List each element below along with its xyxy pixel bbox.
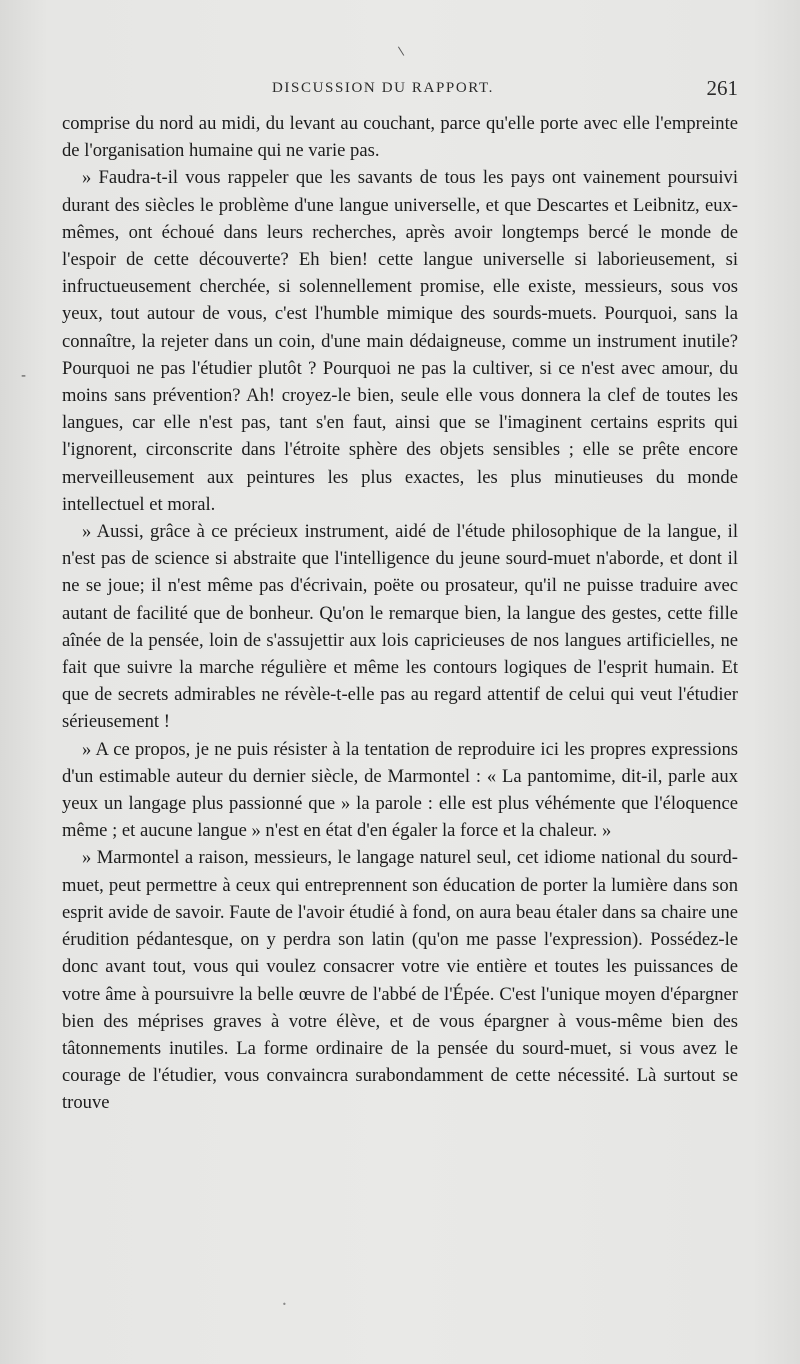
speck-mark: •: [282, 1300, 287, 1309]
paragraph-marmontel-raison: » Marmontel a raison, messieurs, le langage naturel seul, cet idiome national du sourd-muet, peut permettre à ceux qui entreprennent son éducation de porter la lumière dans son esprit avide de savoir. Faute de l'avoir étudié à fond, on aura beau étaler dans sa chaire une érudition pédantesque, on y perdra son latin (qu'on me passe l'expression). Possédez-le donc avant tout, vous qui voulez consacrer votre vie entière et toutes les puissances de votre âme à poursuivre la belle œuvre de l'abbé de l'Épée. C'est l'unique moyen d'épargner bien des méprises graves à votre élève, et de vous épargner à vous-même bien des tâtonnements inutiles. La forme ordinaire de la pensée du sourd-muet, si vous avez le courage de l'étudier, vous convaincra surabondamment de cette nécessité. Là surtout se trouve: [62, 847, 738, 1114]
running-title: DISCUSSION DU RAPPORT.: [272, 80, 494, 96]
paragraph-precieux-instrument: » Aussi, grâce à ce précieux instrument, aidé de l'étude philosophique de la langue, il n'est pas de science si abstraite que l'intelligence du jeune sourd-muet n'aborde, et dont il ne se joue; il n'est même pas d'écrivain, poëte ou prosateur, qu'il ne puisse traduire avec autant de facilité que de bonheur. Qu'on le remarque bien, la langue des gestes, cette fille aînée de la pensée, loin de s'assujettir aux lois capricieuses de nos langues artificielles, ne fait que suivre la marche régulière et même les contours logiques de l'esprit humain. Et que de secrets admirables ne révèle-t-elle pas au regard attentif de celui qui veut l'étudier sérieusement !: [62, 521, 738, 733]
margin-tick-mark: \: [397, 43, 405, 59]
paragraph-langue-universelle: » Faudra-t-il vous rappeler que les savants de tous les pays ont vainement poursuivi durant des siècles le problème d'une langue universelle, et que Descartes et Leibnitz, eux-mêmes, ont échoué dans leurs recherches, après avoir longtemps bercé le monde de l'espoir de cette découverte? Eh bien! cette langue universelle si laborieusement, si infructueusement cherchée, si solennellement promise, elle existe, messieurs, sous vos yeux, tout autour de vous, c'est l'humble mimique des sourds-muets. Pourquoi, sans la connaître, la rejeter dans un coin, d'une main dédaigneuse, comme un instrument inutile? Pourquoi ne pas l'étudier plutôt ? Pourquoi ne pas la cultiver, si ce n'est avec amour, du moins sans prévention? Ah! croyez-le bien, seule elle vous donnera la clef de toutes les langues, car elle n'est pas, tant s'en faut, ainsi que se l'imaginent certains esprits qui l'ignorent, circonscrite dans l'étroite sphère des objets sensibles ; elle se prête encore merveilleusement aux peintures les plus exactes, les plus minutieuses du monde intellectuel et moral.: [62, 167, 738, 515]
paragraph-marmontel-citation: » A ce propos, je ne puis résister à la tentation de reproduire ici les propres expressions d'un estimable auteur du dernier siècle, de Marmontel : « La pantomime, dit-il, parle aux yeux un langage plus passionné que » la parole : elle est plus véhémente que l'éloquence même ; et aucune langue » n'est en état d'en égaler la force et la chaleur. »: [62, 738, 738, 842]
body-text: [62, 110, 738, 1117]
page-number: 261: [706, 76, 738, 100]
paragraph-continuation: comprise du nord au midi, du levant au couchant, parce qu'elle porte avec elle l'empreinte de l'organisation humaine qui ne varie pas.: [62, 113, 738, 162]
margin-dash-mark: -: [21, 368, 27, 384]
page-header: [62, 78, 738, 102]
